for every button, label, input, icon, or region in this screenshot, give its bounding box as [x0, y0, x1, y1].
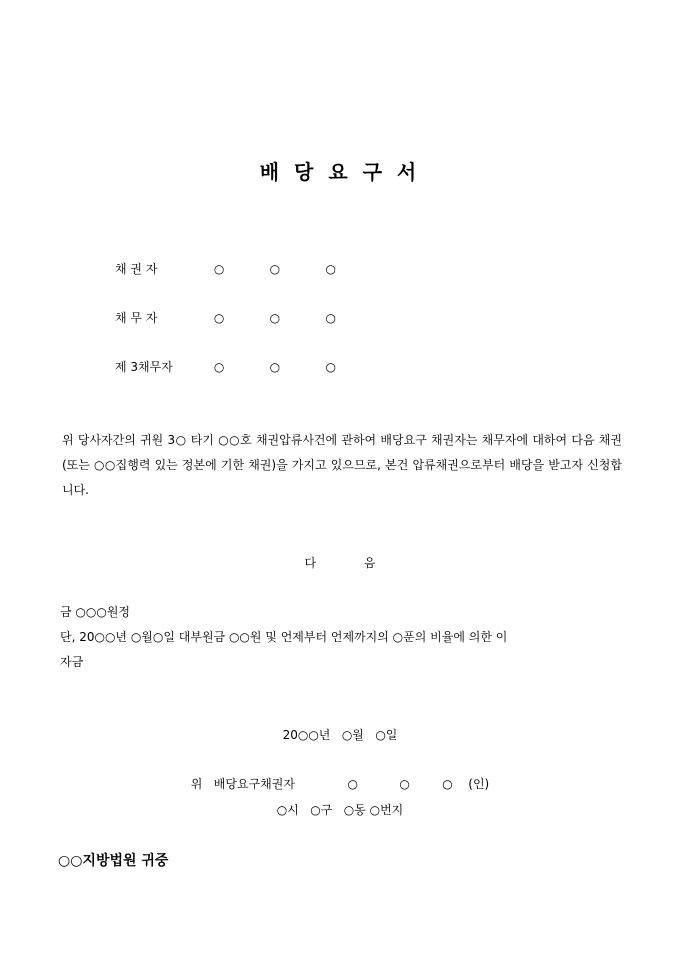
party-label: 채 무 자 — [115, 311, 158, 325]
claim-amount: 금 ○○○원정 — [60, 605, 131, 619]
document-title: 배 당 요 구 서 — [259, 160, 421, 184]
party-label: 채 권 자 — [115, 262, 158, 276]
signature-name-char: ○ — [347, 777, 359, 791]
party-debtor — [115, 309, 377, 326]
party-name-char: ○ — [325, 311, 336, 325]
party-name-char: ○ — [213, 360, 225, 374]
heading-char: 음 — [363, 556, 376, 570]
claim-detail: 단, 20○○년 ○월○일 대부원금 ○○원 및 언제부터 언제까지의 ○푼의 비율에 의한 이 — [60, 630, 508, 644]
seal-mark: (인) — [468, 777, 490, 791]
party-name-char: ○ — [325, 360, 336, 374]
party-name-char: ○ — [325, 262, 336, 276]
party-name-char: ○ — [213, 311, 225, 325]
court-addressee: ○○지방법원 귀중 — [58, 853, 169, 869]
heading-char: 다 — [304, 556, 317, 570]
signature-name-char: ○ — [399, 777, 410, 791]
party-third-debtor — [115, 358, 377, 375]
party-label: 제 3채무자 — [115, 360, 173, 374]
party-name-char: ○ — [269, 311, 281, 325]
party-name-char: ○ — [269, 262, 281, 276]
party-name-char: ○ — [269, 360, 281, 374]
signature-line — [0, 775, 680, 792]
section-heading — [0, 554, 680, 571]
party-name-char: ○ — [213, 262, 225, 276]
signature-label: 위 배당요구채권자 — [190, 777, 295, 791]
signature-name-char: ○ — [442, 777, 453, 791]
document-date: 20○○년 ○월 ○일 — [282, 728, 398, 742]
signature-address: ○시 ○구 ○동 ○번지 — [276, 803, 404, 817]
claim-detail-cont: 자금 — [60, 655, 84, 669]
request-paragraph: 위 당사자간의 귀원 3○ 타기 ○○호 채권압류사건에 관하여 배당요구 채권자는 채무자에 대하여 다음 채권(또는 ○○집행력 있는 정본에 기한 채권)을 가지고 있으므로, 본건 압류채권으로부터 배당을 받고자 신청합니다. — [62, 433, 622, 497]
party-creditor — [115, 260, 377, 277]
